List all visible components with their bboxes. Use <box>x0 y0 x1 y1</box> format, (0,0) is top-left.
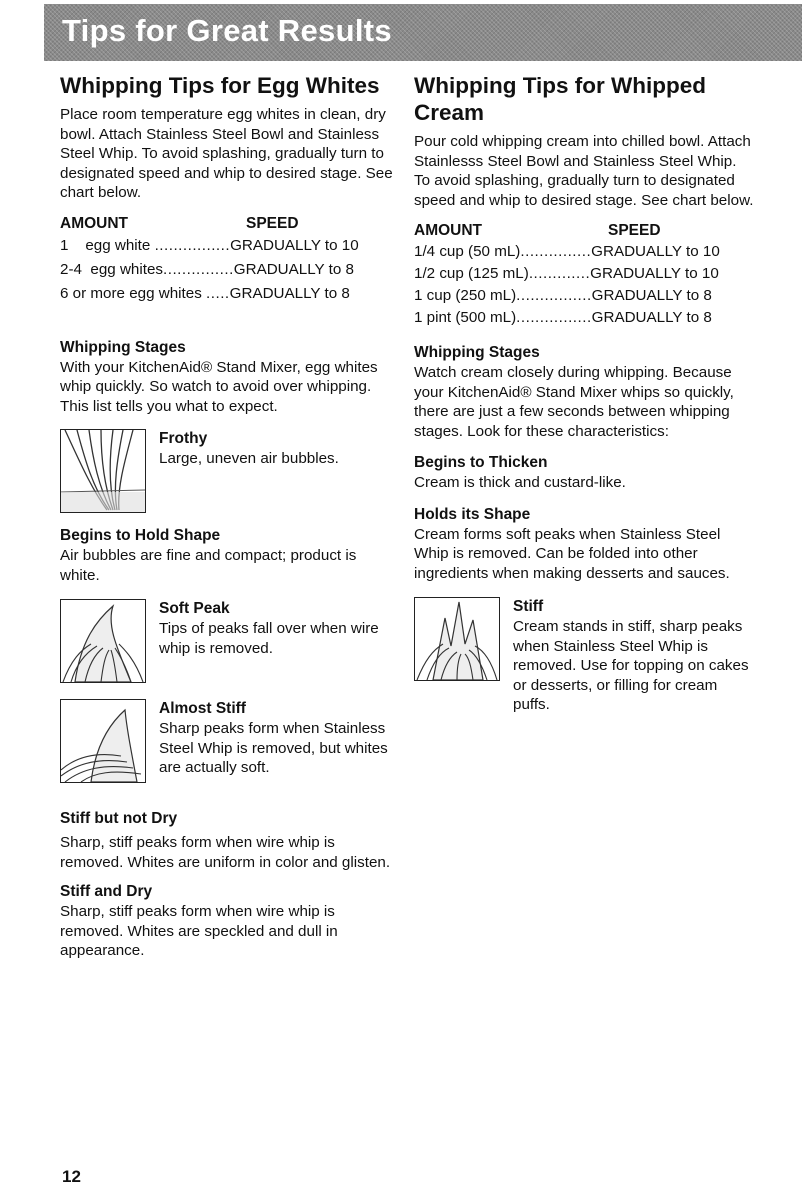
speed-cell: GRADUALLY to 10 <box>590 265 719 282</box>
speed-table-row <box>60 234 394 258</box>
stage-description: Cream is thick and custard-like. <box>414 474 626 491</box>
egg-whites-stages <box>60 338 394 417</box>
leader-dots: ................ <box>154 236 231 254</box>
speed-cell: GRADUALLY to 8 <box>591 309 712 326</box>
egg-whites-intro: Place room temperature egg whites in clean, dry bowl. Attach Stainless Steel Bowl and Stainless Steel Whip. To avoid splashing, gradually turn to designated speed and whip to desired stage. See chart below. <box>60 106 393 201</box>
leader-dots: ............... <box>163 260 234 278</box>
stage-title: Begins to Hold Shape <box>60 527 221 544</box>
stage-begins-thicken <box>414 453 754 493</box>
stage-title: Holds its Shape <box>414 505 531 523</box>
stage-description: Large, uneven air bubbles. <box>159 450 339 467</box>
amount-cell: 1/4 cup (50 mL) <box>414 243 521 260</box>
egg-whites-column <box>60 72 394 961</box>
stage-soft-peak <box>60 599 394 683</box>
stage-stiff <box>414 597 754 715</box>
speed-cell: GRADUALLY to 10 <box>230 236 359 254</box>
egg-whites-table-header <box>60 214 394 234</box>
amount-cell: 1 egg white <box>60 236 155 254</box>
stage-almost-stiff <box>60 699 394 783</box>
stage-title: Stiff but not Dry <box>60 810 178 827</box>
stage-description: Cream forms soft peaks when Stainless Steel Whip is removed. Can be folded into other ingredients when making desserts and sauces. <box>414 525 730 582</box>
speed-column-header: SPEED <box>246 214 299 232</box>
speed-table-row <box>414 241 754 263</box>
speed-cell: GRADUALLY to 8 <box>233 260 354 278</box>
stages-heading: Whipping Stages <box>60 338 186 356</box>
speed-column-header: SPEED <box>608 222 661 239</box>
stages-heading: Whipping Stages <box>414 344 540 361</box>
speed-table-row <box>414 285 754 307</box>
egg-whites-heading: Whipping Tips for Egg Whites <box>60 73 380 98</box>
speed-cell: GRADUALLY to 10 <box>591 243 720 260</box>
cream-stages <box>414 343 754 441</box>
speed-table-row <box>60 258 394 282</box>
stage-description: Sharp peaks form when Stainless Steel Whip is removed, but whites are actually soft. <box>159 720 388 776</box>
amount-cell: 1/2 cup (125 mL) <box>414 265 529 282</box>
stage-title: Stiff <box>513 598 544 615</box>
leader-dots: ................ <box>516 309 592 326</box>
speed-table-row <box>414 263 754 285</box>
stage-description: Cream stands in stiff, sharp peaks when Stainless Steel Whip is removed. Use for topping on cakes or desserts, or filling for cream puffs. <box>513 618 749 713</box>
stage-description: Air bubbles are fine and compact; product is white. <box>60 547 357 584</box>
leader-dots: ............... <box>520 243 592 260</box>
stage-description: Tips of peaks fall over when wire whip is removed. <box>159 620 379 657</box>
leader-dots: ............. <box>528 265 591 282</box>
page-number: 12 <box>62 1167 81 1186</box>
stage-description: Sharp, stiff peaks form when wire whip is removed. Whites are speckled and dull in appearance. <box>60 903 338 959</box>
stage-description: Sharp, stiff peaks form when wire whip is removed. Whites are uniform in color and glisten. <box>60 834 391 871</box>
whipped-cream-column <box>414 72 754 715</box>
whip-frothy-icon <box>61 430 145 512</box>
amount-cell: 1 pint (500 mL) <box>414 309 517 326</box>
amount-cell: 1 cup (250 mL) <box>414 287 517 304</box>
amount-cell: 6 or more egg whites <box>60 284 207 302</box>
whip-stiff-icon <box>415 598 499 680</box>
leader-dots: ................ <box>516 287 592 304</box>
whipped-cream-heading: Whipping Tips for Whipped Cream <box>414 73 707 125</box>
speed-table-row <box>60 282 394 306</box>
almost-stiff-whip-illustration <box>60 699 146 783</box>
whip-soft-peak-icon <box>61 600 145 682</box>
stage-title: Frothy <box>159 430 208 447</box>
stage-begins-hold <box>60 526 394 585</box>
whipped-cream-intro: Pour cold whipping cream into chilled bowl. Attach Stainlesss Steel Bowl and Stainless Steel Whip. To avoid splashing, gradually turn to designated speed and whip to desired stage. See chart below. <box>414 133 754 209</box>
stage-title: Almost Stiff <box>159 700 246 717</box>
stage-holds-shape <box>414 505 754 584</box>
speed-cell: GRADUALLY to 8 <box>591 287 712 304</box>
stages-intro: With your KitchenAid® Stand Mixer, egg whites whip quickly. So watch to avoid over whipping. This list tells you what to expect. <box>60 358 378 415</box>
leader-dots: ..... <box>206 284 230 302</box>
stage-stiff-dry <box>60 882 394 961</box>
speed-table-row <box>414 307 754 329</box>
stage-title: Soft Peak <box>159 600 230 617</box>
amount-cell: 2-4 egg whites <box>60 260 163 278</box>
banner-title: Tips for Great Results <box>62 13 392 48</box>
frothy-whip-illustration <box>60 429 146 513</box>
soft-peak-whip-illustration <box>60 599 146 683</box>
section-banner <box>44 4 802 61</box>
speed-cell: GRADUALLY to 8 <box>229 284 350 302</box>
amount-column-header: AMOUNT <box>414 222 483 239</box>
stage-title: Stiff and Dry <box>60 883 153 900</box>
stages-intro: Watch cream closely during whipping. Because your KitchenAid® Stand Mixer whips so quickly, there are just a few seconds between whipping stages. Look for these characteristics: <box>414 364 734 440</box>
stiff-whip-illustration <box>414 597 500 681</box>
stage-frothy <box>60 429 394 513</box>
cream-table-header <box>414 221 754 241</box>
stage-stiff-not-dry <box>60 809 394 872</box>
whip-almost-stiff-icon <box>61 700 145 782</box>
amount-column-header: AMOUNT <box>60 214 129 232</box>
stage-title: Begins to Thicken <box>414 454 548 471</box>
